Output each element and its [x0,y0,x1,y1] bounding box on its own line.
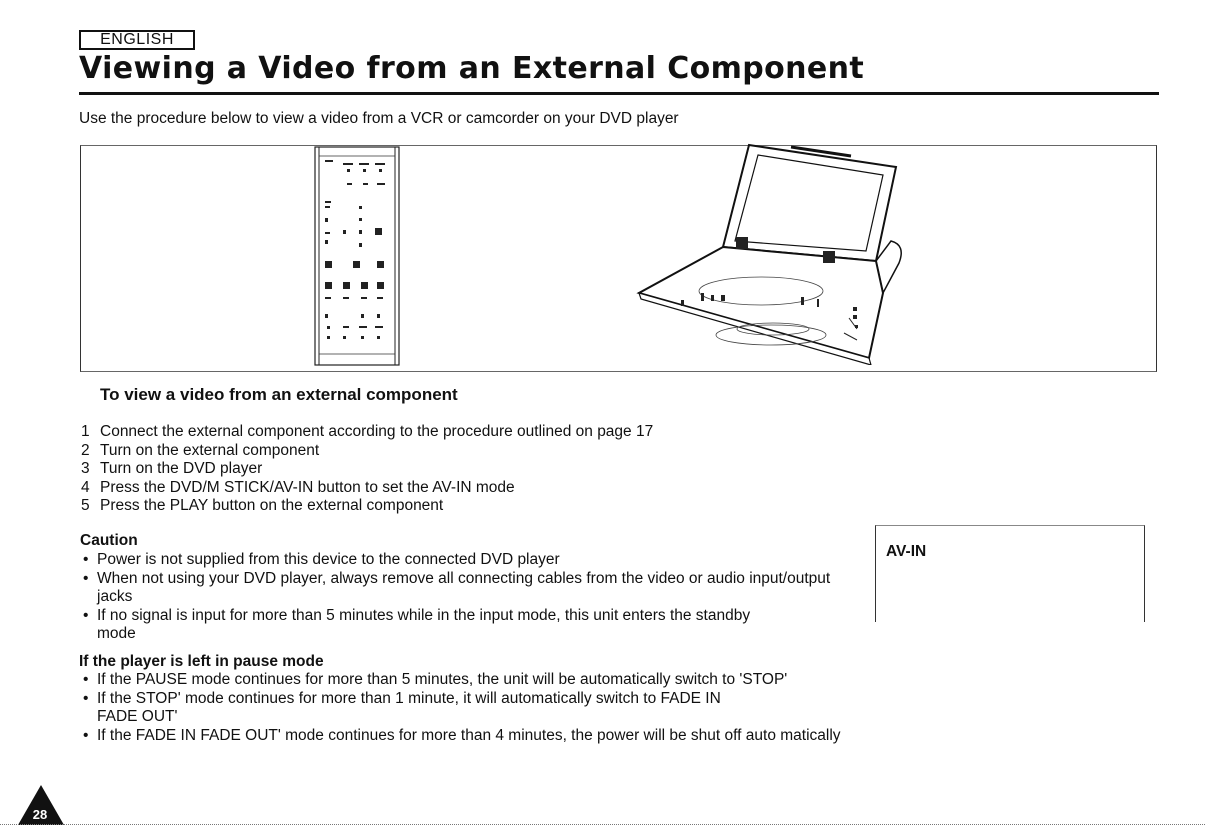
pause-text: If the STOP' mode continues for more than 1 minute, it will automatically switch to FADE IN FADE OUT' [97,689,721,725]
caution-text: Power is not supplied from this device to the connected DVD player [97,551,560,568]
list-item [83,570,843,607]
step-number: 4 [81,478,90,496]
step-text: Press the DVD/M STICK/AV-IN button to set the AV-IN mode [100,478,515,496]
pause-heading: If the player is left in pause mode [79,653,324,670]
bullet-icon: • [83,551,89,568]
title-rule [79,92,1159,95]
step-text: Press the PLAY button on the external component [100,497,444,514]
portable-dvd-player-illustration [621,143,966,365]
list-item [81,423,653,442]
list-item [81,460,653,479]
bottom-dotted-rule [0,824,1205,825]
pause-text: If the FADE IN FADE OUT' mode continues for more than 4 minutes, the power will be shut off auto matically [97,726,841,744]
bullet-icon: • [83,689,89,707]
intro-text: Use the procedure below to view a video from a VCR or camcorder on your DVD player [79,110,679,127]
list-item [81,442,653,461]
caution-text: If no signal is input for more than 5 minutes while in the input mode, this unit enters the standby mode [97,606,751,642]
bullet-icon: • [83,606,89,624]
list-item [83,727,943,746]
step-text: Connect the external component according to the procedure outlined on page 17 [100,423,654,440]
bullet-icon: • [83,671,89,688]
language-badge: ENGLISH [79,30,195,50]
list-item [83,551,843,570]
illustration-frame [80,145,1157,372]
page-number: 28 [32,807,48,822]
av-in-box [875,525,1145,622]
list-item [83,607,843,644]
list-item [81,479,653,498]
caution-list [83,551,843,644]
page-number-triangle-icon [16,783,66,827]
list-item [83,671,943,690]
list-item [83,690,943,727]
list-item [81,497,653,516]
step-text: Turn on the external component [100,441,320,459]
bullet-icon: • [83,569,89,587]
pause-list [83,671,943,745]
pause-text: If the PAUSE mode continues for more than 5 minutes, the unit will be automatically switch to 'STOP' [97,671,788,688]
page-title: Viewing a Video from an External Component [79,51,865,86]
step-number: 2 [81,441,90,459]
caution-text: When not using your DVD player, always remove all connecting cables from the video or audio input/output jacks [97,569,831,605]
bullet-icon: • [83,726,89,744]
step-number: 1 [81,423,90,440]
step-number: 3 [81,460,90,477]
step-text: Turn on the DVD player [100,460,263,477]
caution-heading: Caution [80,532,138,549]
remote-control-illustration [313,146,403,368]
step-number: 5 [81,497,90,514]
section-heading: To view a video from an external component [100,385,458,404]
av-in-label: AV-IN [886,543,927,560]
steps-list [81,423,653,516]
